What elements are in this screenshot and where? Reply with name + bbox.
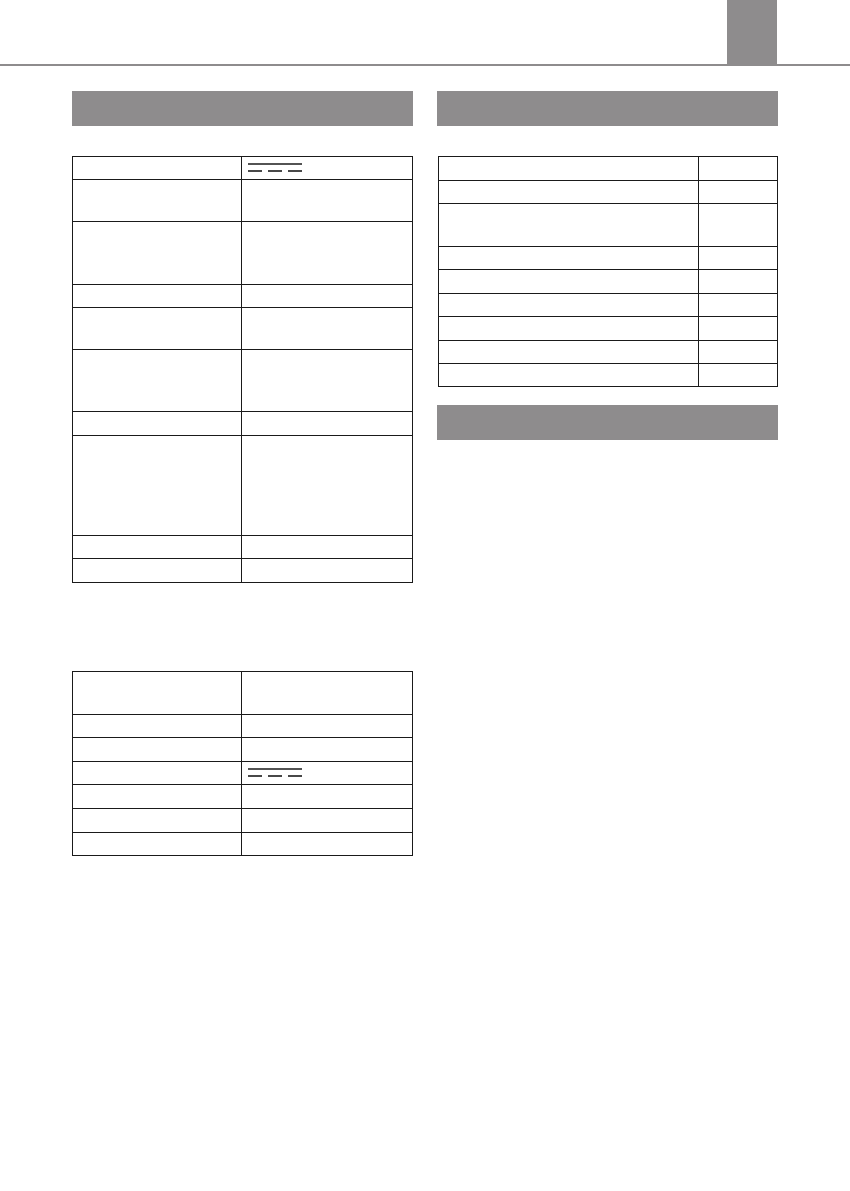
row-value [242,180,413,222]
row-value [242,762,413,785]
table-row [73,672,413,715]
row-label [439,341,699,364]
row-label [73,762,242,785]
row-value [242,222,413,285]
row-label [439,181,699,204]
page-thumb-tab [727,0,777,66]
row-label [439,157,699,181]
table-row [439,157,778,181]
row-value [699,317,778,341]
row-value [242,785,413,809]
row-value [699,341,778,364]
dc-symbol-icon [248,161,302,173]
row-value [242,833,413,856]
table-row [439,364,778,387]
table-row [73,308,413,350]
table-row [73,738,413,762]
section-bar-left [72,91,413,126]
row-label [73,285,242,308]
row-label [73,350,242,412]
table-row [439,181,778,204]
row-label [439,364,699,387]
row-value [699,157,778,181]
table-row [439,204,778,247]
row-label [73,672,242,715]
row-label [73,809,242,833]
row-value [699,204,778,247]
row-value [242,738,413,762]
row-label [73,536,242,559]
row-value [242,436,413,536]
table-row [73,436,413,536]
table-row [73,350,413,412]
table-row [73,222,413,285]
table-row [439,294,778,317]
spec-table-c [438,156,778,387]
row-value [699,270,778,294]
table-row [73,559,413,583]
row-label [73,559,242,583]
row-value [699,364,778,387]
row-value [242,285,413,308]
row-value [242,157,413,180]
table-row [439,341,778,364]
row-value [242,809,413,833]
row-label [73,180,242,222]
table-row [73,809,413,833]
row-value [242,412,413,436]
spec-table-b [72,671,413,856]
section-bar-right-bottom [437,405,778,440]
row-label [73,715,242,738]
row-value [242,308,413,350]
row-label [73,412,242,436]
table-row [73,180,413,222]
table-row [73,536,413,559]
row-value [242,350,413,412]
table-row [73,785,413,809]
row-label [73,436,242,536]
row-label [439,204,699,247]
row-label [73,738,242,762]
header-rule [0,64,850,66]
table-row [73,833,413,856]
dc-symbol-icon [248,766,302,778]
row-value [242,536,413,559]
row-label [73,833,242,856]
table-row [73,157,413,180]
row-label [439,247,699,270]
table-row [73,285,413,308]
section-bar-right-top [437,91,778,126]
row-label [73,157,242,180]
table-row [73,762,413,785]
table-row [73,715,413,738]
row-label [439,317,699,341]
row-label [73,785,242,809]
spec-table-a [72,156,413,583]
row-label [439,294,699,317]
row-value [242,559,413,583]
row-label [73,308,242,350]
table-row [439,247,778,270]
table-row [73,412,413,436]
row-value [699,294,778,317]
row-value [699,181,778,204]
row-label [73,222,242,285]
row-value [242,715,413,738]
row-value [242,672,413,715]
table-row [439,270,778,294]
row-value [699,247,778,270]
table-row [439,317,778,341]
row-label [439,270,699,294]
